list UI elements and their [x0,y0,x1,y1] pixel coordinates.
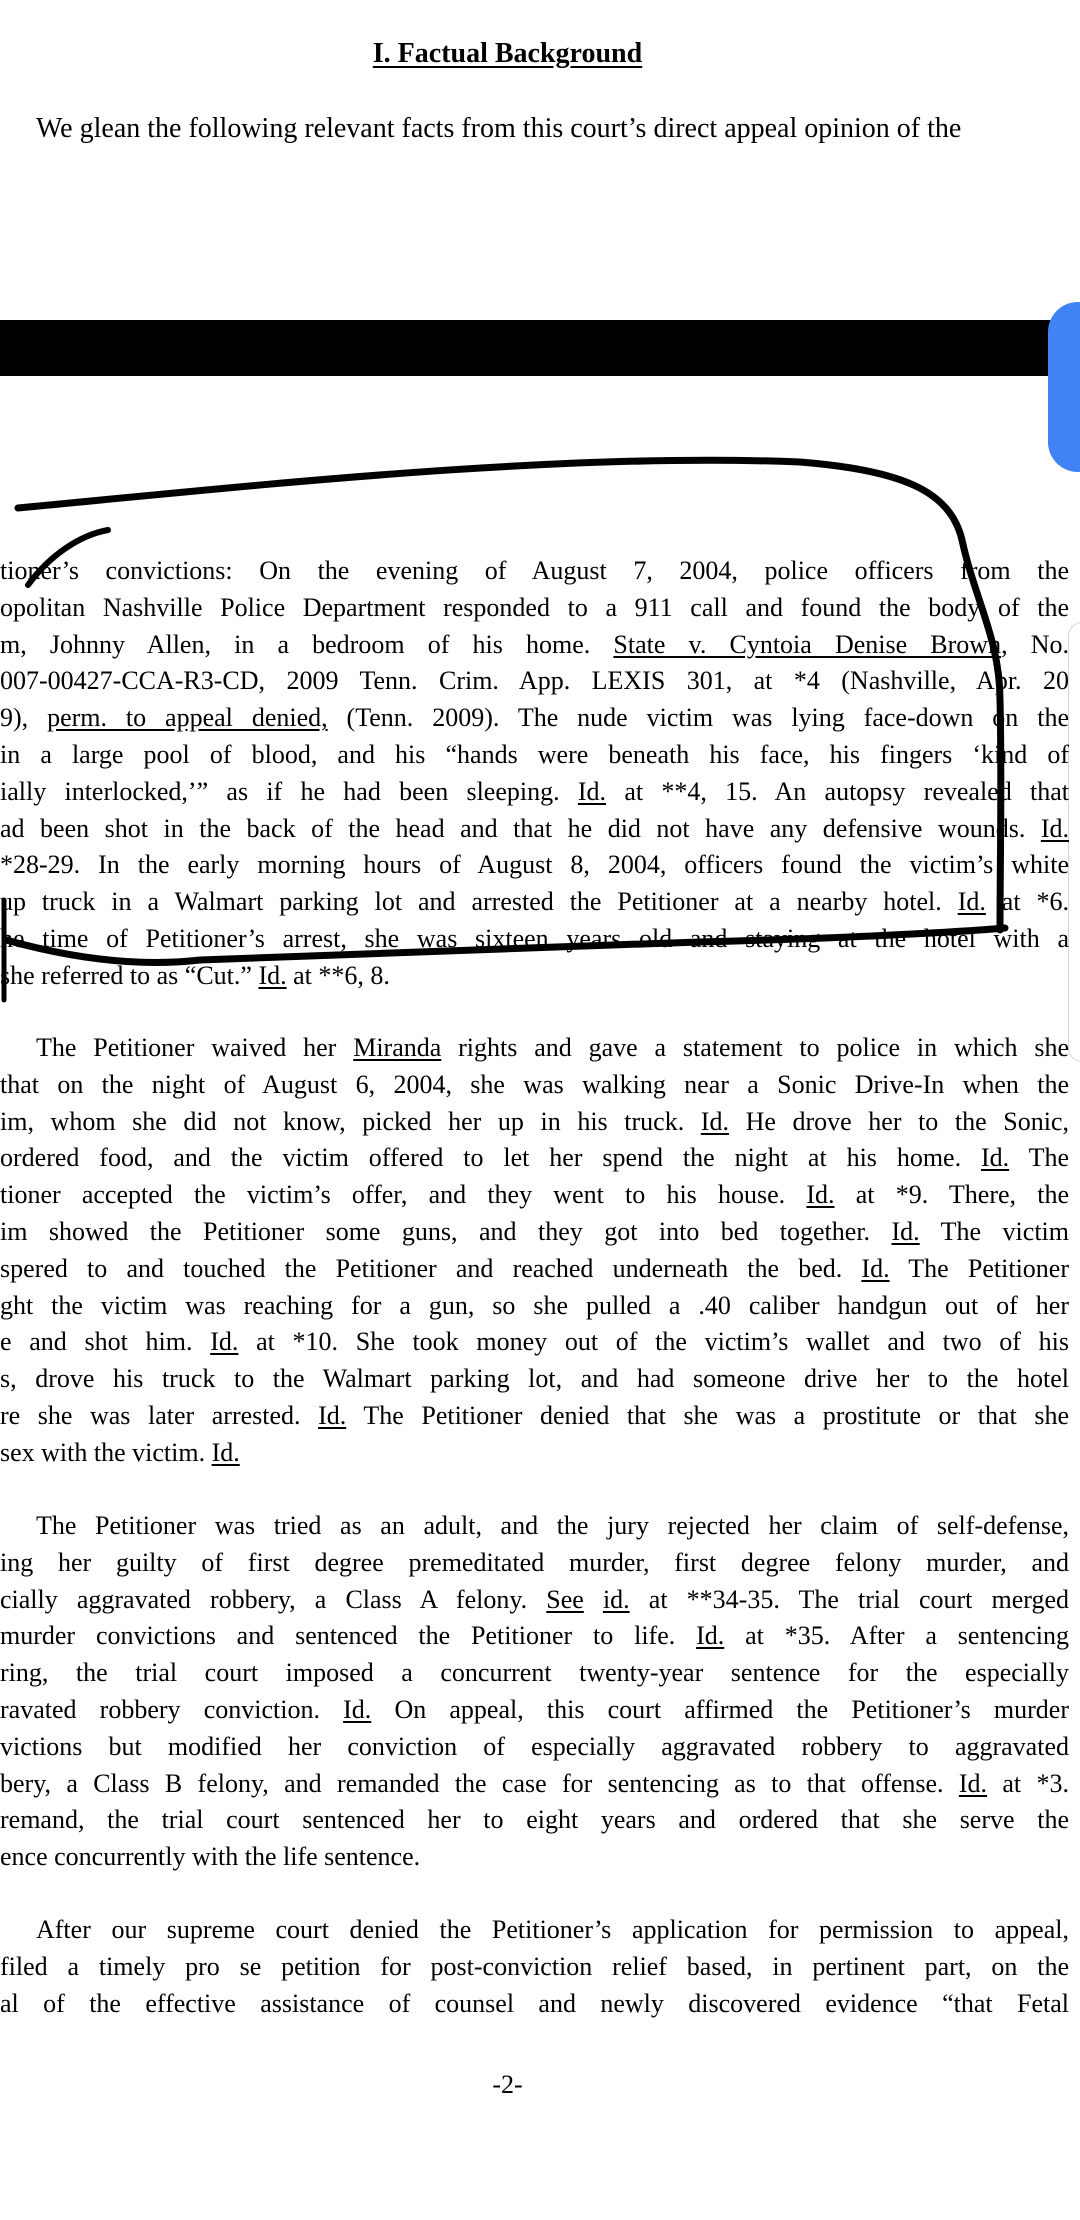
id-citation: Id. [861,1253,890,1283]
text-line: ing her guilty of first degree premeditated murder, first degree felony murder, and [0,1547,1069,1577]
text-line: sex with the victim. Id. [0,1437,240,1467]
text-line: that on the night of August 6, 2004, she was walking near a Sonic Drive-In when the [0,1069,1069,1099]
citation-signal: See [546,1584,584,1614]
id-citation: Id. [211,1437,240,1467]
text-line: he time of Petitioner’s arrest, she was sixteen years old and staying at the hotel with a [0,923,1069,953]
text-line: ring, the trial court imposed a concurrent twenty-year sentence for the especially [0,1658,1069,1688]
intro-line: We glean the following relevant facts from this court’s direct appeal opinion of the [36,113,962,144]
id-citation: Id. [806,1180,835,1210]
paragraph-3 [0,1508,1069,1876]
text-line: tioner accepted the victim’s offer, and they went to his house. Id. at *9. There, the [0,1180,1069,1210]
text-line: ially interlocked,’” as if he had been sleeping. Id. at **4, 15. An autopsy revealed that [0,776,1069,806]
text-line: *28-29. In the early morning hours of August 8, 2004, officers found the victim’s white [0,850,1069,880]
paragraph-2 [0,1030,1069,1472]
id-citation: Id. [210,1327,239,1357]
id-citation: id. [602,1584,630,1614]
text-line: After our supreme court denied the Petitioner’s application for permission to appeal, [36,1915,1069,1944]
paragraph-4 [0,1912,1069,2022]
text-line: 007-00427-CCA-R3-CD, 2009 Tenn. Crim. App. LEXIS 301, at *4 (Nashville, Apr. 20 [0,666,1069,696]
text-line: al of the effective assistance of counsel and newly discovered evidence “that Fetal [0,1988,1069,2018]
text-line: cially aggravated robbery, a Class A felony. See id. at **34-35. The trial court merged [0,1584,1069,1614]
text-line: ad been shot in the back of the head and that he did not have any defensive wounds. Id. [0,813,1069,843]
text-line: spered to and touched the Petitioner and reached underneath the bed. Id. The Petitioner [0,1253,1069,1283]
text-line: im, whom she did not know, picked her up in his truck. Id. He drove her to the Sonic, [0,1106,1069,1136]
id-citation: Id. [980,1143,1010,1173]
text-line: The Petitioner was tried as an adult, and the jury rejected her claim of self-defense, [36,1511,1069,1540]
section-heading: I. Factual Background [372,38,643,69]
id-citation: Id. [957,887,986,917]
text-line: murder convictions and sentenced the Petitioner to life. Id. at *35. After a sentencing [0,1621,1069,1651]
text-line: ravated robbery conviction. Id. On appeal, this court affirmed the Petitioner’s murder [0,1694,1069,1724]
text-line: ordered food, and the victim offered to let her spend the night at his home. Id. The [0,1143,1070,1173]
page-number: -2- [492,2070,523,2099]
id-citation: Id. [958,1768,988,1798]
id-citation: Id. [258,960,287,990]
id-citation: Id. [696,1621,725,1651]
case-citation: State v. Cyntoia Denise Brown [613,629,1002,659]
text-line: filed a timely pro se petition for post-conviction relief based, in pertinent part, on the [0,1951,1069,1981]
text-line: up truck in a Walmart parking lot and arrested the Petitioner at a nearby hotel. Id. at *6. [0,887,1070,917]
text-line: tioner’s convictions: On the evening of August 7, 2004, police officers from the [0,556,1069,585]
text-line: im showed the Petitioner some guns, and they got into bed together. Id. The victim [0,1216,1069,1246]
id-citation: Id. [700,1106,729,1136]
text-line: s, drove his truck to the Walmart parking lot, and had someone drive her to the hotel [0,1364,1069,1394]
text-line: ence concurrently with the life sentence. [0,1842,421,1872]
id-citation: Id. [318,1400,347,1430]
case-citation: Miranda [353,1033,442,1062]
text-line: 9), perm. to appeal denied, (Tenn. 2009). The nude victim was lying face-down on the [0,703,1069,733]
id-citation: Id. [1040,813,1069,843]
text-line: re she was later arrested. Id. The Petitioner denied that she was a prostitute or that she [0,1400,1069,1430]
id-citation: Id. [577,776,607,806]
text-line: ght the victim was reaching for a gun, so she pulled a .40 caliber handgun out of her [0,1290,1069,1320]
text-line: victions but modified her conviction of especially aggravated robbery to aggravated [0,1731,1069,1761]
paragraph-1 [0,553,1069,995]
text-line: opolitan Nashville Police Department responded to a 911 call and found the body of the [0,592,1069,622]
text-line: bery, a Class B felony, and remanded the case for sentencing as to that offense. Id. at *3. [0,1768,1069,1798]
id-citation: Id. [891,1216,920,1246]
text-line: e and shot him. Id. at *10. She took money out of the victim’s wallet and two of his [0,1327,1069,1357]
citation-signal: perm. to appeal denied, [47,703,328,733]
text-line: The Petitioner waived her Miranda rights and gave a statement to police in which she [36,1033,1069,1062]
text-line: in a large pool of blood, and his “hands were beneath his face, his fingers ‘kind of [0,739,1069,769]
id-citation: Id. [343,1694,372,1724]
text-line: she referred to as “Cut.” Id. at **6, 8. [0,960,390,990]
text-line: m, Johnny Allen, in a bedroom of his home. State v. Cyntoia Denise Brown, No. [0,629,1069,659]
text-line: remand, the trial court sentenced her to eight years and ordered that she serve the [0,1805,1069,1835]
